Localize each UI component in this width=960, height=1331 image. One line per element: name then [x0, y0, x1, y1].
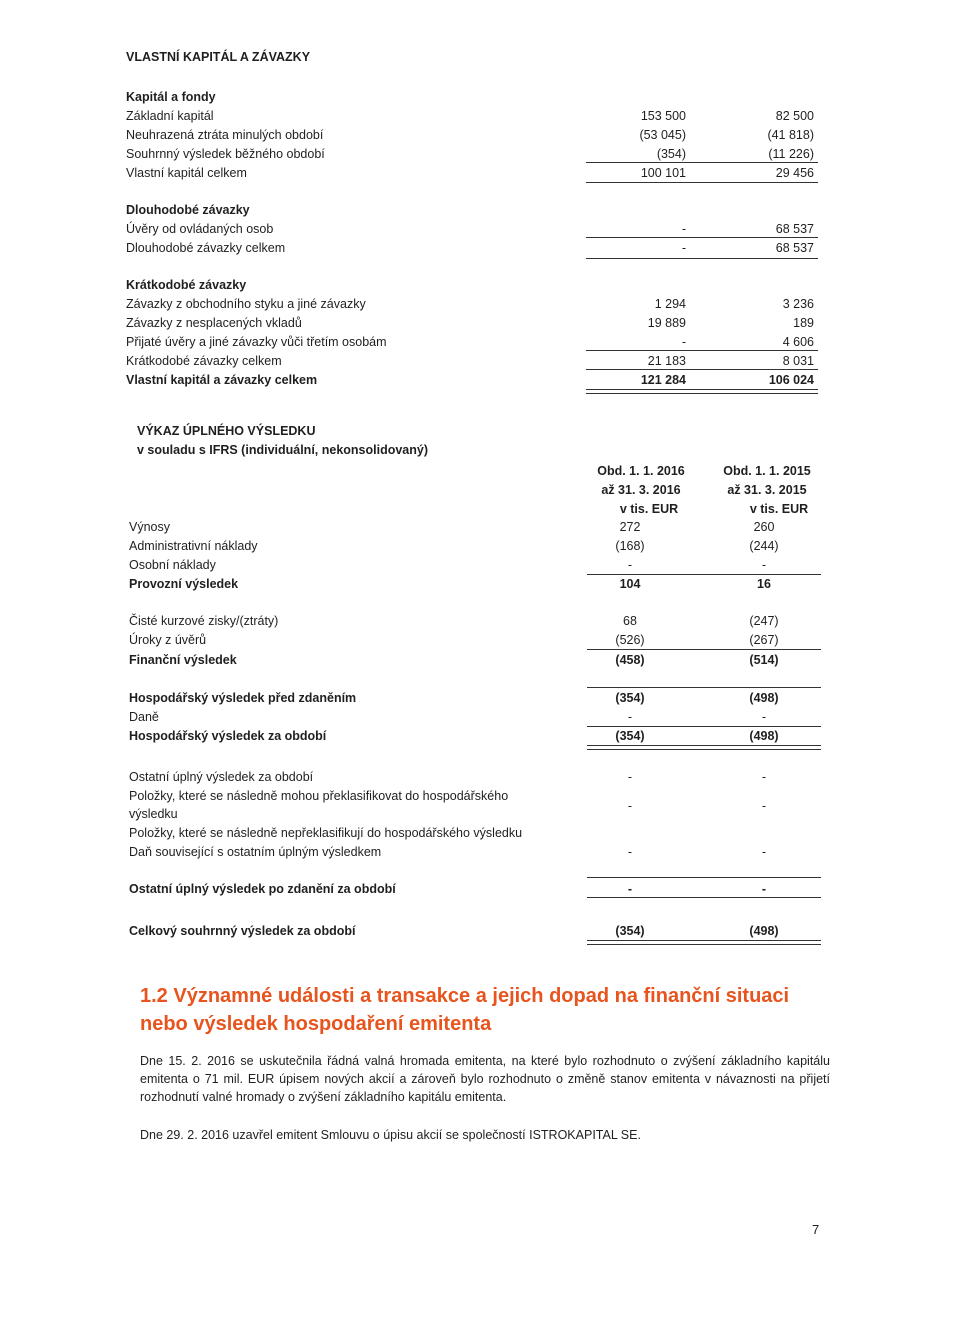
table-row: Neuhrazená ztráta minulých období (53 045) (41 818)	[126, 128, 814, 142]
divider	[587, 687, 821, 688]
table-row: Závazky z obchodního styku a jiné závazky 1 294 3 236	[126, 297, 814, 311]
table-row: Úroky z úvěrů (526) (267)	[129, 633, 779, 647]
divider	[587, 897, 821, 898]
divider	[586, 258, 818, 259]
divider	[587, 649, 821, 650]
table-row: Krátkodobé závazky celkem 21 183 8 031	[126, 354, 814, 368]
table-row: Přijaté úvěry a jiné závazky vůči třetím osobám - 4 606	[126, 335, 814, 349]
income-statement-title: VÝKAZ ÚPLNÉHO VÝSLEDKU	[137, 424, 316, 438]
divider	[586, 369, 818, 370]
table-row: Čisté kurzové zisky/(ztráty) 68 (247)	[129, 614, 779, 628]
section-heading: Krátkodobé závazky	[126, 278, 247, 292]
divider	[587, 877, 821, 878]
table-row: Položky, které se následně nepřeklasifikují do hospodářského výsledku	[129, 826, 523, 840]
column-header: až 31. 3. 2016	[601, 483, 681, 497]
column-header: až 31. 3. 2015	[727, 483, 807, 497]
table-row: Ostatní úplný výsledek za období - -	[129, 770, 767, 784]
table-row: Závazky z nesplacených vkladů 19 889 189	[126, 316, 814, 330]
table-row: Souhrnný výsledek běžného období (354) (11 226)	[126, 147, 814, 161]
table-row-subtotal: Finanční výsledek (458) (514)	[129, 653, 779, 667]
balance-sheet-title: VLASTNÍ KAPITÁL A ZÁVAZKY	[126, 50, 311, 64]
table-row-subtotal: Ostatní úplný výsledek po zdanění za období - -	[129, 882, 767, 896]
table-row: Administrativní náklady (168) (244)	[129, 539, 779, 553]
page-number: 7	[812, 1222, 820, 1237]
paragraph: Dne 15. 2. 2016 se uskutečnila řádná valná hromada emitenta, na které bylo rozhodnuto o zvýšení základního kapitálu emitenta o 71 mil. EUR úpisem nových akcií a zároveň bylo rozhodnuto o změně stanov emitenta v návaznosti na přijetí rozhodnutí valné hromady o zvýšení základního kapitálu emitenta.	[140, 1054, 830, 1104]
income-statement-subtitle: v souladu s IFRS (individuální, nekonsolidovaný)	[137, 443, 429, 457]
column-header: v tis. EUR	[619, 502, 679, 516]
table-row: Daně - -	[129, 710, 767, 724]
double-divider	[587, 745, 821, 750]
section-heading: Dlouhodobé závazky	[126, 203, 250, 217]
divider	[586, 350, 818, 351]
table-row: Osobní náklady - -	[129, 558, 767, 572]
table-row: Daň související s ostatním úplným výsledkem - -	[129, 845, 767, 859]
table-row: výsledku	[129, 807, 178, 821]
table-row: Výnosy 272 260	[129, 520, 775, 534]
divider	[586, 237, 818, 238]
double-divider	[586, 389, 818, 394]
double-divider	[587, 940, 821, 945]
divider	[586, 182, 818, 183]
table-row: Základní kapitál 153 500 82 500	[126, 109, 814, 123]
table-row: Dlouhodobé závazky celkem - 68 537	[126, 241, 814, 255]
column-header: v tis. EUR	[749, 502, 809, 516]
column-header: Obd. 1. 1. 2015	[723, 464, 811, 478]
table-row-total: Hospodářský výsledek za období (354) (498)	[129, 729, 779, 743]
table-row-total: Vlastní kapitál a závazky celkem 121 284 106 024	[126, 373, 814, 387]
section-heading: Kapitál a fondy	[126, 90, 216, 104]
divider	[586, 162, 818, 163]
table-row: Položky, které se následně mohou překlasifikovat do hospodářského - -	[129, 789, 767, 813]
column-header: Obd. 1. 1. 2016	[597, 464, 685, 478]
table-row-total: Celkový souhrnný výsledek za období (354) (498)	[129, 924, 779, 938]
table-row: Úvěry od ovládaných osob - 68 537	[126, 222, 814, 236]
table-row-subtotal: Provozní výsledek 104 16	[129, 577, 771, 591]
table-row-subtotal: Hospodářský výsledek před zdaněním (354) (498)	[129, 691, 779, 705]
table-row: Vlastní kapitál celkem 100 101 29 456	[126, 166, 814, 180]
section-heading-1-2: 1.2 Významné události a transakce a jejich dopad na finanční situaci nebo výsledek hospodaření emitenta	[140, 985, 790, 1035]
paragraph: Dne 29. 2. 2016 uzavřel emitent Smlouvu o úpisu akcií se společností ISTROKAPITAL SE.	[140, 1128, 641, 1142]
